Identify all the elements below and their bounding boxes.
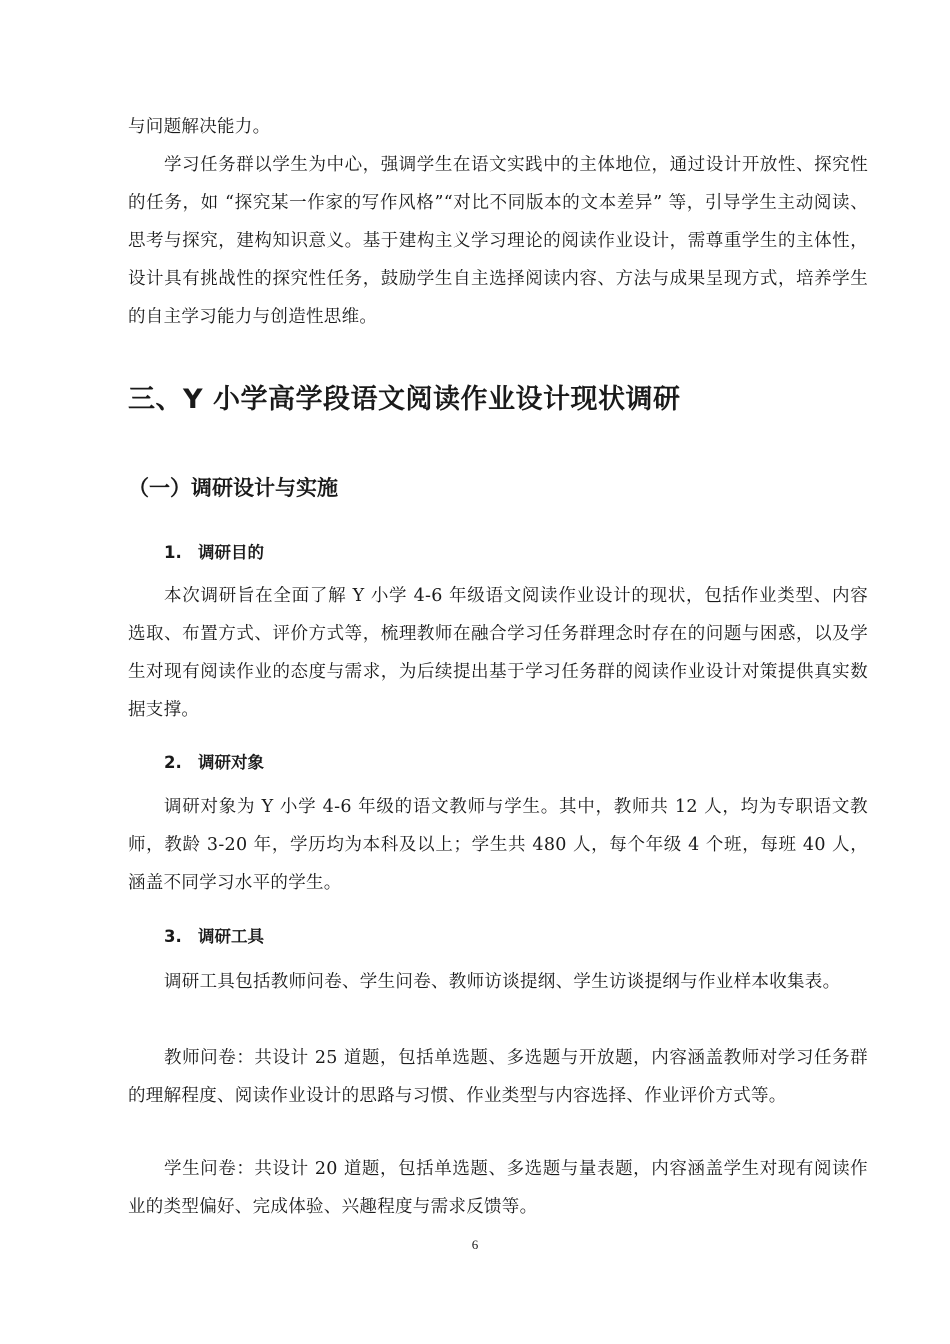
subheading-title: 调研工具	[198, 927, 264, 946]
paragraph-teacher-questionnaire: 教师问卷：共设计 25 道题，包括单选题、多选题与开放题，内容涵盖教师对学习任务群的理解程度、阅读作业设计的思路与习惯、作业类型与内容选择、作业评价方式等。	[128, 1048, 868, 1106]
paragraph-student-questionnaire: 学生问卷：共设计 20 道题，包括单选题、多选题与量表题，内容涵盖学生对现有阅读作业的类型偏好、完成体验、兴趣程度与需求反馈等。	[128, 1159, 868, 1217]
subheading-title: 调研对象	[198, 753, 264, 772]
section-heading: （一）调研设计与实施	[128, 476, 338, 500]
subheading-number: 1.	[164, 543, 182, 562]
subheading-title: 调研目的	[198, 543, 264, 562]
paragraph-learning-task-groups: 学习任务群以学生为中心，强调学生在语文实践中的主体地位，通过设计开放性、探究性的任务，如 “探究某一作家的写作风格”“对比不同版本的文本差异” 等，引导学生主动阅读、思考与探究，建构知识意义。基于建构主义学习理论的阅读作业设计，需尊重学生的主体性，设计具有挑战性的探究性任务，鼓励学生自主选择阅读内容、方法与成果呈现方式，培养学生的自主学习能力与创造性思维。	[128, 155, 868, 327]
chapter-heading: 三、Y 小学高学段语文阅读作业设计现状调研	[128, 384, 681, 415]
subheading-number: 3.	[164, 927, 182, 946]
paragraph-continuation: 与问题解决能力。	[128, 117, 271, 137]
page-number: 6	[471, 1237, 479, 1252]
paragraph-purpose: 本次调研旨在全面了解 Y 小学 4-6 年级语文阅读作业设计的现状，包括作业类型、内容选取、布置方式、评价方式等，梳理教师在融合学习任务群理念时存在的问题与困惑，以及学生对现有阅读作业的态度与需求，为后续提出基于学习任务群的阅读作业设计对策提供真实数据支撑。	[128, 586, 868, 720]
subheading-number: 2.	[164, 753, 182, 772]
paragraph-tools: 调研工具包括教师问卷、学生问卷、教师访谈提纲、学生访谈提纲与作业样本收集表。	[164, 972, 841, 992]
subheading-purpose	[164, 538, 264, 568]
subheading-tools	[164, 922, 264, 952]
paragraph-subjects: 调研对象为 Y 小学 4-6 年级的语文教师与学生。其中，教师共 12 人，均为专职语文教师，教龄 3-20 年，学历均为本科及以上；学生共 480 人，每个年级 4 个班，每班 40 人，涵盖不同学习水平的学生。	[128, 797, 868, 893]
subheading-subjects	[164, 748, 264, 778]
